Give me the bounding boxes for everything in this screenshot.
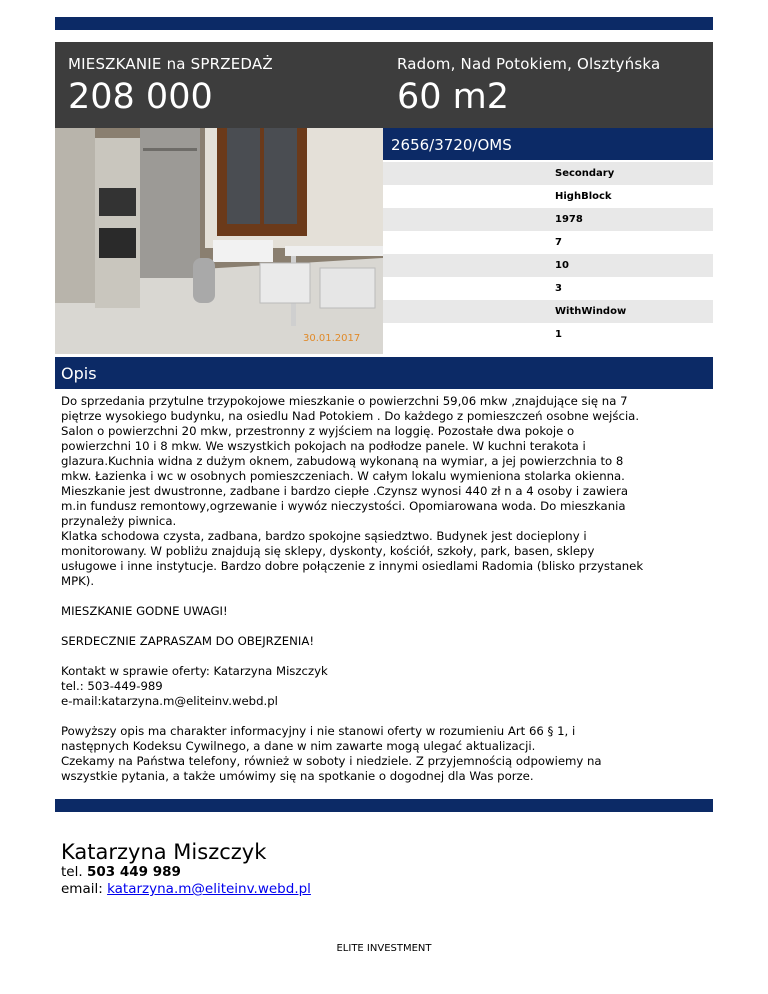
price: 208 000 — [68, 77, 213, 117]
description-paragraph: Do sprzedania przytulne trzypokojowe mieszkanie o powierzchni 59,06 mkw ,znajdujące się na 7 piętrze wysokiego budynku, na osiedlu Nad Potokiem . Do każdego z pomieszczeń osobne wejścia. Salon o powierzchni 20 mkw, przestronny z wyjściem na loggię. Pozostałe dwa pokoje o powierzchni 10 i 8 mkw. We wszystkich pokojach na podłodze panele. W kuchni terakota i glazura.Kuchnia widna z dużym oknem, zabudową wykonaną na wymiar, a jej powierzchnia to 8 mkw. Łazienka i wc w osobnych pomieszczeniach. W całym lokalu wymieniona stolarka okienna. Mieszkanie jest dwustronne, zadbane i bardzo ciepłe .Czynsz wynosi 440 zł n a 4 osoby i zawiera m.in fundusz remontowy,ogrzewanie i wywóz nieczystości. Opomiarowana woda. Do mieszkania przynależy piwnica. Klatka schodowa czysta, zadbana, bardzo spokojne sąsiedztwo. Budynek jest docieplony i monitorowany. W pobliżu znajdują się sklepy, dyskonty, kościół, szkoły, park, basen, sklepy usługowe i inne instytucje. Bardzo dobre połączenie z innymi osiedlami Radomia (blisko przystanek MPK). — [61, 394, 644, 588]
offer-type: MIESZKANIE na SPRZEDAŻ — [68, 55, 273, 73]
param-kitchen: WithWindow — [383, 300, 713, 323]
header-left — [68, 55, 273, 117]
agent-email-link[interactable]: katarzyna.m@eliteinv.webd.pl — [107, 881, 311, 897]
area: 60 m2 — [397, 77, 510, 117]
photo-date-stamp: 30.01.2017 — [303, 333, 361, 344]
params-table — [383, 162, 713, 346]
section-divider-bar — [55, 799, 713, 812]
description-disclaimer: Powyższy opis ma charakter informacyjny i nie stanowi oferty w rozumieniu Art 66 § 1, i następnych Kodeksu Cywilnego, a dane w nim zawarte mogą ulegać aktualizacji. Czekamy na Państwa telefony, również w soboty i niedziele. Z przyjemnością odpowiemy na wszystkie pytania, a także umówimy się na spotkanie o dogodnej dla Was porze. — [61, 724, 602, 783]
description — [61, 394, 711, 799]
agent-phone-label: tel. — [61, 864, 87, 880]
param-bathrooms: 1 — [383, 323, 713, 346]
agent-email-label: email: — [61, 881, 108, 897]
opis-heading: Opis — [55, 357, 713, 389]
param-building-type: HighBlock — [383, 185, 713, 208]
agent-phone: 503 449 989 — [86, 864, 181, 880]
agent-phone-line — [61, 864, 311, 881]
header-right — [397, 55, 660, 117]
footer-company: ELITE INVESTMENT — [336, 943, 432, 954]
top-divider-bar — [55, 17, 713, 30]
listing-header — [55, 42, 713, 128]
reference-number: 2656/3720/OMS — [383, 128, 713, 160]
param-build-year: 1978 — [383, 208, 713, 231]
description-highlight: MIESZKANIE GODNE UWAGI! — [61, 604, 228, 618]
description-invitation: SERDECZNIE ZAPRASZAM DO OBEJRZENIA! — [61, 634, 315, 648]
param-market: Secondary — [383, 162, 713, 185]
description-contact: Kontakt w sprawie oferty: Katarzyna Miszczyk tel.: 503-449-989 e-mail:katarzyna.m@eliteinv.webd.pl — [61, 664, 328, 708]
agent-card — [61, 840, 311, 898]
agent-name: Katarzyna Miszczyk — [61, 840, 267, 864]
agent-email-line — [61, 881, 311, 898]
apartment-photo — [55, 128, 383, 354]
location: Radom, Nad Potokiem, Olsztyńska — [397, 55, 661, 73]
param-floor: 7 — [383, 231, 713, 254]
param-rooms: 3 — [383, 277, 713, 300]
param-floors-total: 10 — [383, 254, 713, 277]
